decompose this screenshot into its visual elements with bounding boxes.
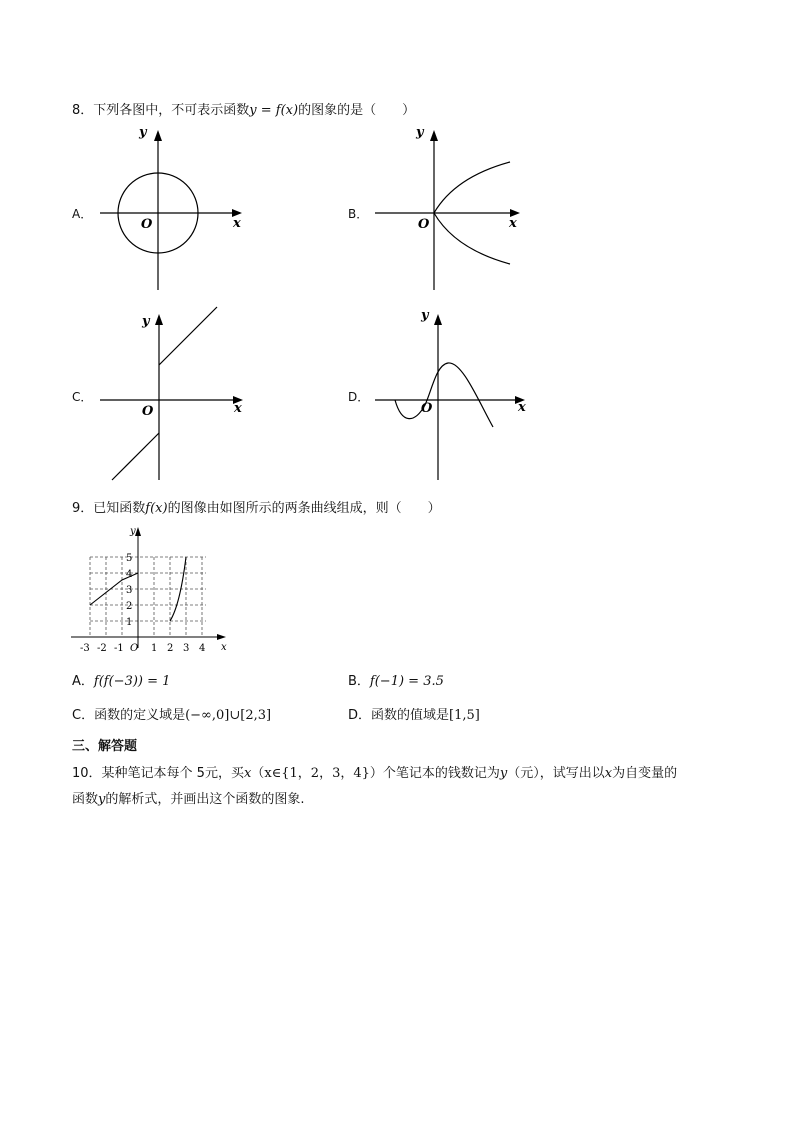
q9-option-a-label: A． bbox=[72, 674, 94, 689]
q8-b-origin: O bbox=[418, 217, 430, 232]
q9-y-tick: 5 bbox=[126, 553, 133, 564]
q9-option-a-formula: f(f(−3)) = 1 bbox=[93, 674, 171, 689]
q8-stem bbox=[72, 99, 415, 118]
q9-option-c-label: C． bbox=[72, 708, 95, 723]
q8-a-origin: O bbox=[141, 217, 153, 232]
q8-d-x-label: x bbox=[518, 400, 526, 415]
q9-y-tick: 4 bbox=[126, 569, 133, 580]
q10-line-1 bbox=[72, 762, 677, 781]
q8-d-origin: O bbox=[421, 401, 433, 416]
q9-x-tick: -3 bbox=[80, 643, 90, 654]
q10-var-y: y bbox=[499, 766, 508, 781]
q9-x-label: x bbox=[221, 642, 227, 653]
q8-graph-a bbox=[95, 125, 255, 295]
q9-option-a bbox=[72, 670, 170, 689]
q9-x-tick: 3 bbox=[183, 643, 190, 654]
q9-x-tick: 4 bbox=[199, 643, 206, 654]
q10-var-y2: y bbox=[98, 792, 106, 807]
q8-option-d-label: D． bbox=[348, 390, 370, 404]
q9-x-tick: -1 bbox=[114, 643, 124, 654]
q8-c-y-label: y bbox=[142, 314, 150, 329]
q9-option-c bbox=[72, 704, 271, 723]
q9-option-b-label: B． bbox=[348, 674, 370, 689]
q9-stem bbox=[72, 497, 441, 516]
q9-x-tick: 1 bbox=[151, 643, 158, 654]
q10-var-x2: x bbox=[604, 766, 613, 781]
q9-option-d bbox=[348, 704, 480, 723]
q9-option-c-formula: (−∞,0]∪[2,3] bbox=[185, 708, 272, 723]
q9-y-tick: 3 bbox=[126, 585, 133, 596]
q8-option-a-label: A． bbox=[72, 207, 93, 221]
q8-b-y-label: y bbox=[416, 125, 424, 140]
q8-text-a: 下列各图中，不可表示函数 bbox=[93, 103, 250, 118]
q10-text-2b: 的解析式，并画出这个函数的图象. bbox=[105, 792, 305, 807]
q10-set: x∈{1，2，3，4} bbox=[264, 766, 370, 781]
q9-x-tick: -2 bbox=[97, 643, 107, 654]
q10-text-1c: ）个笔记本的钱数记为 bbox=[369, 766, 500, 781]
q9-option-b-formula: f(−1) = 3.5 bbox=[369, 674, 444, 689]
q8-number: 8． bbox=[72, 103, 94, 118]
q10-line-2 bbox=[72, 788, 305, 807]
q8-graph-d bbox=[370, 305, 540, 485]
q9-formula: f(x) bbox=[145, 501, 168, 516]
q8-d-y-label: y bbox=[421, 308, 429, 323]
q8-a-x-label: x bbox=[233, 216, 241, 231]
q8-b-x-label: x bbox=[509, 216, 517, 231]
q9-option-c-text: 函数的定义域是 bbox=[94, 708, 186, 723]
q9-option-d-label: D． bbox=[348, 708, 372, 723]
q9-origin: O bbox=[130, 643, 139, 654]
q9-option-d-text: 函数的值域是 bbox=[371, 708, 450, 723]
q9-number: 9． bbox=[72, 501, 94, 516]
q8-option-c-label: C． bbox=[72, 390, 93, 404]
q10-var-x: x bbox=[243, 766, 252, 781]
q8-a-y-label: y bbox=[139, 125, 147, 140]
q9-y-tick: 2 bbox=[126, 601, 133, 612]
q8-c-x-label: x bbox=[234, 401, 242, 416]
q8-c-origin: O bbox=[142, 404, 154, 419]
q8-formula: y = f(x) bbox=[249, 103, 299, 118]
q8-text-b: 的图象的是（ ） bbox=[298, 103, 416, 118]
q8-graph-c bbox=[95, 305, 265, 485]
q10-text-1d: （元），试写出以 bbox=[507, 766, 605, 781]
q9-text-b: 的图像由如图所示的两条曲线组成，则（ ） bbox=[167, 501, 441, 516]
q9-option-b bbox=[348, 670, 444, 689]
q9-y-tick: 1 bbox=[126, 617, 133, 628]
q9-y-label: y bbox=[130, 526, 136, 537]
q9-option-d-formula: [1,5] bbox=[449, 708, 480, 723]
q9-x-tick: 2 bbox=[167, 643, 174, 654]
q10-text-2a: 函数 bbox=[72, 792, 99, 807]
q8-option-b-label: B． bbox=[348, 207, 369, 221]
q9-graph bbox=[68, 520, 238, 655]
q9-text-a: 已知函数 bbox=[93, 501, 146, 516]
q10-text-1b: （ bbox=[251, 766, 265, 781]
q10-text-1a: 10．某种笔记本每个 5元，买 bbox=[72, 766, 244, 781]
q8-graph-b bbox=[370, 125, 530, 295]
section-title: 三、解答题 bbox=[72, 739, 138, 754]
q10-text-1e: 为自变量的 bbox=[612, 766, 678, 781]
